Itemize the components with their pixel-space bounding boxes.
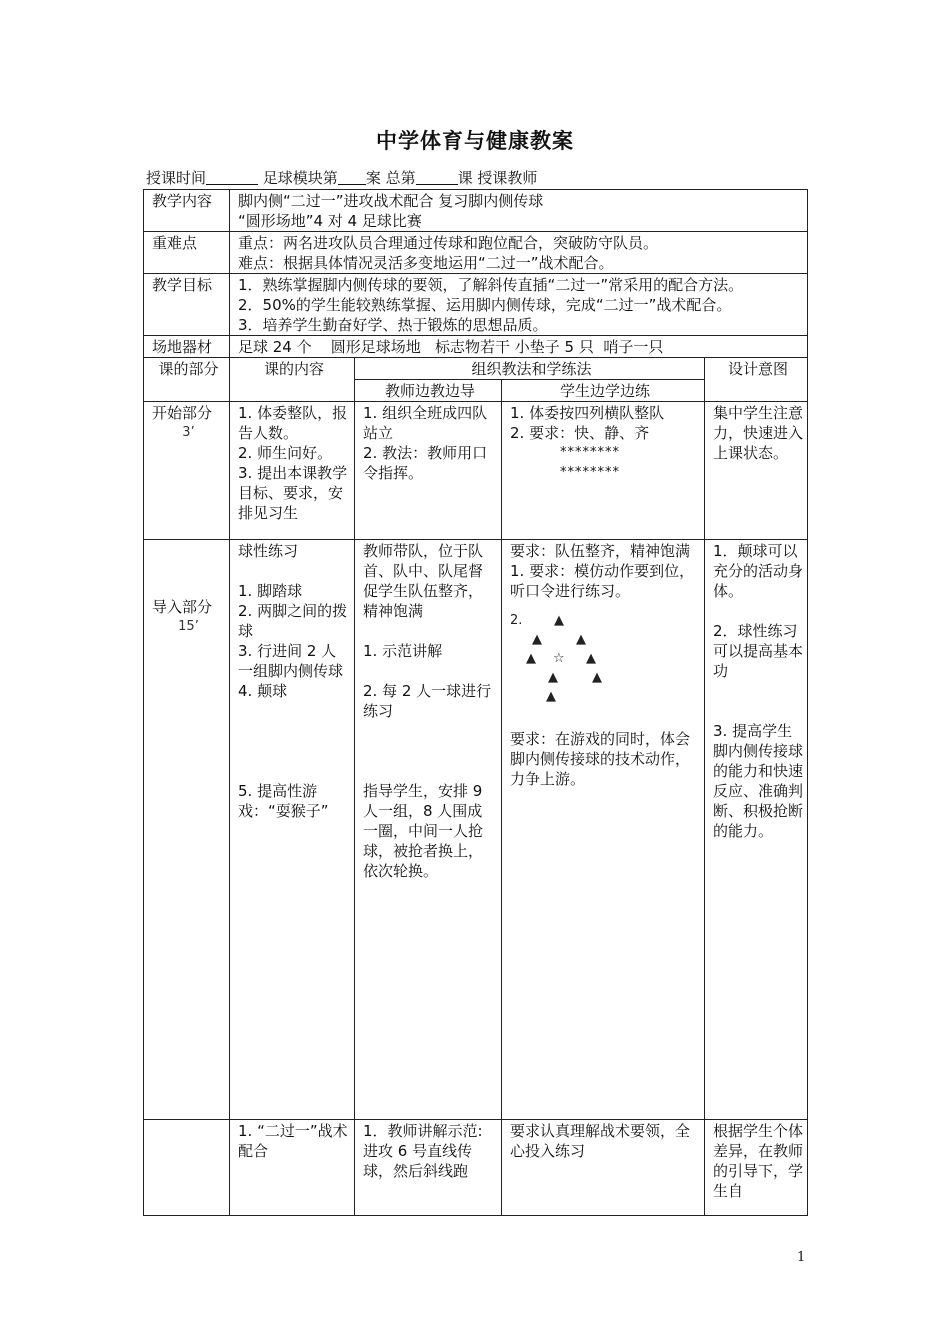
part-name: 导入部分 xyxy=(152,598,213,616)
content-item: 4. 颠球 xyxy=(238,682,288,700)
content-item: 3. 提出本课教学目标、要求，安排见习生 xyxy=(238,464,348,522)
header-module-label: 足球模块第 xyxy=(262,169,338,187)
teacher-item: 2. 教法：教师用口令指挥。 xyxy=(363,444,488,482)
info-label: 教学目标 xyxy=(144,274,230,336)
info-value: 足球 24 个 圆形足球场地 标志物若干 小垫子 5 只 哨子一只 xyxy=(230,336,808,358)
header-line xyxy=(146,167,537,188)
content-item: 球性练习 xyxy=(238,542,299,560)
triangle-icon: ▲ xyxy=(548,670,558,685)
triangle-icon: ▲ xyxy=(546,689,556,704)
part-time: 15’ xyxy=(178,619,199,634)
table-row-tactic xyxy=(144,1120,808,1216)
info-label: 教学内容 xyxy=(144,190,230,232)
intent-item: 2．球性练习可以提高基本功 xyxy=(713,622,804,680)
teacher-item: 指导学生，安排 9 人一组，8 人围成一圈，中间一人抢球，被抢者换上，依次轮换。 xyxy=(363,782,484,880)
info-line: 脚内侧“二过一”进攻战术配合 复习脚内侧传球 xyxy=(238,192,544,210)
student-item: 要求：在游戏的同时，体会脚内侧传接球的技术动作，力争上游。 xyxy=(510,730,691,788)
table-row-start xyxy=(144,402,808,540)
content-cell xyxy=(230,402,355,540)
formation-diagram xyxy=(510,611,700,711)
content-item: 1. “二过一”战术配合 xyxy=(238,1122,348,1160)
content-item: 5. 提高性游戏：“耍猴子” xyxy=(238,782,329,820)
header-part: 课的部分 xyxy=(144,358,230,402)
student-cell xyxy=(502,540,705,1120)
info-line: 1．熟练掌握脚内侧传球的要领，了解斜传直插“二过一”常采用的配合方法。 xyxy=(238,276,744,294)
header-intent: 设计意图 xyxy=(705,358,808,402)
teacher-item: 1. 示范讲解 xyxy=(363,642,443,660)
content-item: 2. 师生问好。 xyxy=(238,444,333,462)
triangle-icon: ▲ xyxy=(532,632,542,647)
info-value xyxy=(230,190,808,232)
header-teacher: 教师边教边导 xyxy=(355,380,502,402)
header-content: 课的内容 xyxy=(230,358,355,402)
header-teacher-label: 课 授课教师 xyxy=(457,169,538,187)
info-label: 场地器材 xyxy=(144,336,230,358)
content-item: 1. 体委整队，报告人数。 xyxy=(238,404,348,442)
table-row-intro xyxy=(144,540,808,1120)
intent-cell xyxy=(705,402,808,540)
info-line: 3．培养学生勤奋好学、热于锻炼的思想品质。 xyxy=(238,316,548,334)
student-cell xyxy=(502,402,705,540)
info-row-key-points xyxy=(144,232,808,274)
header-org: 组织教法和学练法 xyxy=(355,358,705,380)
part-name: 开始部分 xyxy=(152,404,213,422)
info-line: 重点：两名进攻队员合理通过传球和跑位配合，突破防守队员。 xyxy=(238,234,659,252)
part-cell xyxy=(144,402,230,540)
info-row-equipment xyxy=(144,336,808,358)
header-time-label: 授课时间 xyxy=(146,169,207,187)
content-item: 3. 行进间 2 人一组脚内侧传球 xyxy=(238,642,344,680)
diagram-label: 2. xyxy=(510,613,523,628)
student-cell xyxy=(502,1120,705,1216)
teacher-cell xyxy=(355,402,502,540)
teacher-cell xyxy=(355,540,502,1120)
info-row-goals xyxy=(144,274,808,336)
teacher-cell xyxy=(355,1120,502,1216)
part-time: 3’ xyxy=(182,425,195,440)
content-cell xyxy=(230,540,355,1120)
info-line: 2．50%的学生能较熟练掌握、运用脚内侧传球，完成“二过一”战术配合。 xyxy=(238,296,732,314)
student-item: 1. 体委按四列横队整队 xyxy=(510,404,665,422)
info-line: “圆形场地”4 对 4 足球比赛 xyxy=(238,212,422,230)
star-icon: ☆ xyxy=(553,651,565,666)
part-cell xyxy=(144,540,230,1120)
teacher-item: 1. 组织全班成四队站立 xyxy=(363,404,488,442)
student-item: 要求认真理解战术要领，全心投入练习 xyxy=(510,1122,691,1160)
header-student: 学生边学边练 xyxy=(502,380,705,402)
header-total-label: 案 总第 xyxy=(365,169,416,187)
lesson-plan-table xyxy=(143,189,808,1216)
student-item: 2. 要求：快、静、齐 xyxy=(510,424,650,442)
info-value xyxy=(230,274,808,336)
triangle-icon: ▲ xyxy=(554,613,564,628)
info-row-content xyxy=(144,190,808,232)
teacher-item: 1．教师讲解示范: xyxy=(363,1122,483,1140)
teacher-item: 2. 每 2 人一球进行练习 xyxy=(363,682,492,720)
content-item: 2. 两脚之间的拨球 xyxy=(238,602,348,640)
formation-row: ******** xyxy=(560,465,620,480)
part-cell xyxy=(144,1120,230,1216)
blank-total xyxy=(416,169,458,185)
formation-row: ******** xyxy=(560,445,620,460)
triangle-icon: ▲ xyxy=(592,670,602,685)
info-value xyxy=(230,232,808,274)
teacher-item: 进攻 6 号直线传球，然后斜线跑 xyxy=(363,1142,473,1180)
blank-time xyxy=(206,169,258,185)
content-item: 1. 脚踏球 xyxy=(238,582,303,600)
page-number: 1 xyxy=(797,1250,806,1265)
triangle-icon: ▲ xyxy=(526,651,536,666)
intent-item: 1．颠球可以充分的活动身体。 xyxy=(713,542,804,600)
triangle-icon: ▲ xyxy=(576,632,586,647)
info-label: 重难点 xyxy=(144,232,230,274)
page-title: 中学体育与健康教案 xyxy=(376,129,574,153)
intent-item: 3. 提高学生脚内侧传接球的能力和快速反应、准确判断、积极抢断的能力。 xyxy=(713,722,804,840)
student-item: 要求：队伍整齐，精神饱满 xyxy=(510,542,691,560)
blank-module xyxy=(338,169,366,185)
content-cell xyxy=(230,1120,355,1216)
student-item: 1. 要求：模仿动作要到位，听口令进行练习。 xyxy=(510,562,695,600)
intent-item: 根据学生个体差异，在教师的引导下，学生自 xyxy=(713,1122,804,1200)
intent-cell xyxy=(705,1120,808,1216)
info-line: 难点：根据具体情况灵活多变地运用“二过一”战术配合。 xyxy=(238,254,614,272)
teacher-item: 教师带队，位于队首、队中、队尾督促学生队伍整齐，精神饱满 xyxy=(363,542,484,620)
table-header-row xyxy=(144,358,808,380)
triangle-icon: ▲ xyxy=(586,651,596,666)
intent-cell xyxy=(705,540,808,1120)
intent-item: 集中学生注意力，快速进入上课状态。 xyxy=(713,404,804,462)
